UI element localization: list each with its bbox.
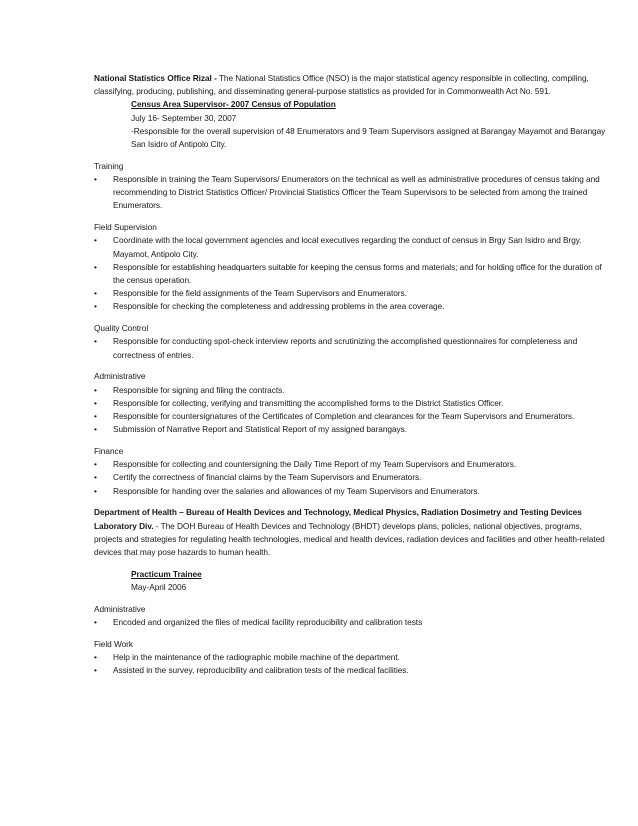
doh-role-block [131, 568, 606, 594]
list-item-text: Responsible for collecting and countersigning the Daily Time Report of my Team Supervisors and Enumerators. [113, 459, 517, 470]
bullet-icon: • [94, 261, 97, 272]
list-item-text: Encoded and organized the files of medical facility reproducibility and calibration tests [113, 617, 423, 628]
list-item [94, 173, 606, 213]
list-item-text: Coordinate with the local government agencies and local executives regarding the conduct of census in Brgy San Isidro and Brgy. Mayamot, Antipolo City. [113, 235, 582, 259]
section-title: Quality Control [94, 323, 149, 334]
doh-sections [94, 594, 606, 677]
doh-role-title: Practicum Trainee [131, 568, 202, 579]
list-item-text: Responsible for conducting spot-check interview reports and scrutinizing the accomplished questionnaires for completeness and correctness of entries. [113, 336, 578, 360]
list-item-text: Responsible for signing and filing the contracts. [113, 384, 285, 395]
section-title: Training [94, 160, 124, 171]
nso-sections [94, 151, 606, 498]
section-title: Field Supervision [94, 222, 157, 233]
list-item-text: Responsible for establishing headquarters suitable for keeping the census forms and materials; and for holding office for the duration of the census operation. [113, 261, 602, 286]
list-item [94, 300, 606, 313]
doh-role-dates: May-April 2006 [131, 582, 187, 593]
bullet-icon: • [94, 472, 97, 483]
list-item-text: Assisted in the survey, reproducibility and calibration tests of the medical facilities. [113, 665, 409, 676]
bullet-list [94, 651, 606, 677]
list-item [94, 664, 606, 677]
bullet-icon: • [94, 424, 97, 435]
list-item [94, 616, 606, 629]
bullet-icon: • [94, 411, 97, 422]
doh-org-paragraph [94, 506, 606, 559]
nso-role-block [131, 98, 606, 151]
list-item-text: Certify the correctness of financial claims by the Team Supervisors and Enumerators. [113, 472, 422, 483]
list-item [94, 651, 606, 664]
doh-org-heading: Department of Health – Bureau of Health Devices and Technology, Medical Physics, Radiation Dosimetry and Testing Devices Laboratory Div. [94, 507, 582, 531]
bullet-list [94, 173, 606, 213]
section-title: Finance [94, 446, 124, 457]
bullet-list [94, 335, 606, 361]
bullet-icon: • [94, 235, 97, 246]
nso-org-description: The National Statistics Office (NSO) is the major statistical agency responsible in collecting, compiling, classifying, producing, publishing, and disseminating general-purpose statistics as provided for in Commonwealth Act No. 591. [94, 73, 589, 97]
section-title: Field Work [94, 638, 133, 649]
list-item-text: Submission of Narrative Report and Statistical Report of my assigned barangays. [113, 424, 407, 435]
bullet-icon: • [94, 174, 97, 185]
bullet-icon: • [94, 459, 97, 470]
list-item [94, 458, 606, 471]
bullet-icon: • [94, 485, 97, 496]
list-item [94, 234, 606, 260]
list-item-text: Responsible for collecting, verifying and transmitting the accomplished forms to the District Statistics Officer. [113, 397, 504, 408]
bullet-icon: • [94, 652, 97, 663]
list-item-text: Responsible for checking the completeness and addressing problems in the area coverage. [113, 301, 445, 312]
list-item [94, 423, 606, 436]
resume-page [94, 72, 606, 677]
bullet-list [94, 234, 606, 313]
nso-org-heading: National Statistics Office Rizal - [94, 73, 217, 83]
bullet-icon: • [94, 336, 97, 347]
bullet-icon: • [94, 397, 97, 408]
bullet-icon: • [94, 384, 97, 395]
list-item-text: Responsible for the field assignments of the Team Supervisors and Enumerators. [113, 288, 407, 299]
list-item [94, 335, 606, 361]
list-item [94, 287, 606, 300]
bullet-icon: • [94, 665, 97, 676]
list-item-text: Responsible for countersignatures of the Certificates of Completion and clearances for the Team Supervisors and Enumerators. [113, 411, 575, 422]
list-item [94, 397, 606, 410]
bullet-list [94, 616, 606, 629]
list-item-text: Help in the maintenance of the radiographic mobile machine of the department. [113, 652, 400, 663]
section-title: Administrative [94, 371, 146, 382]
nso-org-paragraph [94, 72, 606, 98]
bullet-list [94, 458, 606, 498]
nso-role-dates: July 16- September 30, 2007 [131, 112, 237, 123]
doh-org-description: - The DOH Bureau of Health Devices and Technology (BHDT) develops plans, policies, national objectives, programs, projects and strategies for regulating health technologies, medical and health devices, radiation devices and facilities and other health-related devices that may pose hazards to human health. [94, 520, 605, 558]
bullet-icon: • [94, 617, 97, 628]
bullet-icon: • [94, 288, 97, 299]
list-item [94, 261, 606, 287]
list-item [94, 384, 606, 397]
nso-role-description: -Responsible for the overall supervision of 48 Enumerators and 9 Team Supervisors assigned at Barangay Mayamot and Barangay San Isidro of Antipolo City. [131, 125, 606, 150]
list-item [94, 471, 606, 484]
bullet-icon: • [94, 301, 97, 312]
section-title: Administrative [94, 603, 146, 614]
list-item-text: Responsible in training the Team Supervisors/ Enumerators on the technical as well as administrative procedures of census taking and recommending to District Statistics Officer/ Provincial Statistics Officer the Team Supervisors to be selected from among the trained Enumerators. [113, 174, 600, 211]
bullet-list [94, 384, 606, 437]
list-item [94, 485, 606, 498]
list-item [94, 410, 606, 423]
list-item-text: Responsible for handing over the salaries and allowances of my Team Supervisors and Enumerators. [113, 485, 480, 496]
nso-role-title: Census Area Supervisor- 2007 Census of Population [131, 99, 336, 110]
